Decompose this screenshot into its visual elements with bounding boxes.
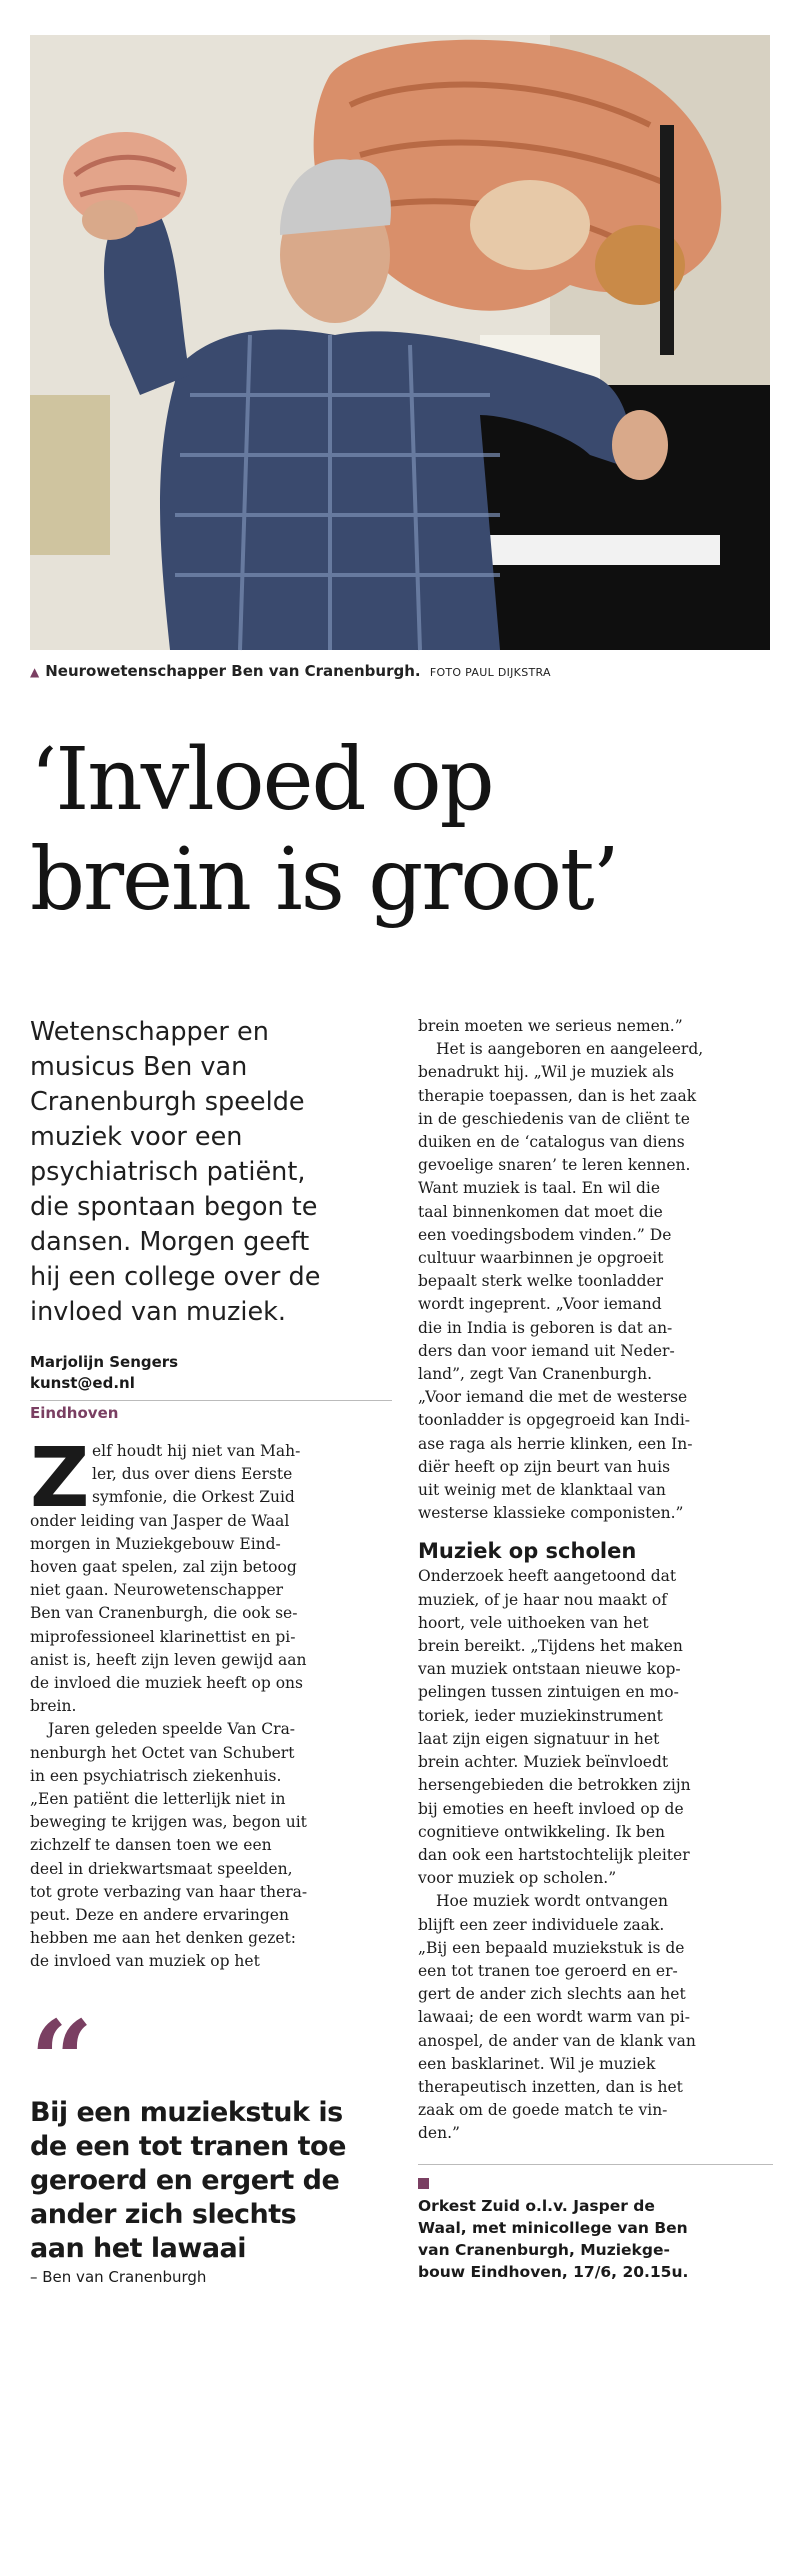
lead-line: die spontaan begon te	[30, 1192, 318, 1222]
lead-line: Cranenburgh speelde	[30, 1087, 305, 1117]
body-line: cognitieve ontwikkeling. Ik ben	[418, 1822, 666, 1841]
body-line: muziek, of je haar nou maakt of	[418, 1590, 667, 1609]
quote-line: geroerd en ergert de	[30, 2164, 340, 2196]
body-line: onder leiding van Jasper de Waal	[30, 1511, 290, 1530]
body-line: Hoe muziek wordt ontvangen	[436, 1892, 668, 1911]
body-line: land”, zegt Van Cranenburgh.	[418, 1365, 653, 1384]
body-line: „Bij een bepaald muziekstuk is de	[418, 1938, 685, 1957]
body-line: den.”	[418, 2124, 460, 2143]
right-column	[418, 1015, 773, 2283]
body-text-right-2	[418, 1565, 773, 2145]
photo-credit: FOTO PAUL DIJKSTRA	[429, 666, 551, 679]
author-name: Marjolijn Sengers	[30, 1353, 179, 1371]
body-line: duiken en de ‘catalogus van diens	[418, 1133, 685, 1152]
body-line: laat zijn eigen signatuur in het	[418, 1729, 660, 1748]
body-line: symfonie, die Orkest Zuid	[92, 1488, 295, 1507]
section-subhead: Muziek op scholen	[418, 1539, 637, 1564]
body-line: bepaalt sterk welke toonladder	[418, 1272, 664, 1291]
body-line: gevoelige snaren’ te leren kennen.	[418, 1156, 691, 1175]
lead-line: muziek voor een	[30, 1122, 243, 1152]
lead-line: hij een college over de	[30, 1262, 321, 1292]
lead-line: psychiatrisch patiënt,	[30, 1157, 306, 1187]
body-line: morgen in Muziekgebouw Eind-	[30, 1534, 281, 1553]
body-line: een basklarinet. Wil je muziek	[418, 2054, 656, 2073]
body-line: deel in driekwartsmaat speelden,	[30, 1859, 293, 1878]
body-line: uit weinig met de klanktaal van	[418, 1481, 666, 1500]
body-line: anospel, de ander van de klank van	[418, 2031, 696, 2050]
body-text-left	[30, 1431, 392, 1974]
body-line: de invloed die muziek heeft op ons	[30, 1674, 303, 1693]
body-line: tot grote verbazing van haar thera-	[30, 1882, 308, 1901]
body-line: „Voor iemand die met de westerse	[418, 1388, 688, 1407]
body-line: pelingen tussen zintuigen en mo-	[418, 1683, 679, 1702]
body-line: Want muziek is taal. En wil die	[418, 1179, 661, 1198]
lead-line: Wetenschapper en	[30, 1017, 269, 1047]
body-line: zaak om de goede match te vin-	[418, 2101, 668, 2120]
body-line: Onderzoek heeft aangetoond dat	[418, 1567, 677, 1586]
dropcap: Z	[30, 1431, 90, 1526]
body-line: in een psychiatrisch ziekenhuis.	[30, 1766, 282, 1785]
body-line: benadrukt hij. „Wil je muziek als	[418, 1063, 675, 1082]
body-line: ase raga als herrie klinken, een In-	[418, 1434, 693, 1453]
photo-caption	[30, 662, 770, 680]
body-line: westerse klassieke componisten.”	[418, 1504, 684, 1523]
caption-triangle-icon: ▲	[30, 665, 40, 679]
headline	[30, 730, 770, 930]
info-line	[418, 2173, 773, 2217]
info-line: van Cranenburgh, Muziekge-	[418, 2240, 670, 2259]
headline-line-2: brein is groot’	[30, 830, 618, 930]
article-photo	[30, 35, 770, 650]
lead-paragraph	[30, 1015, 392, 1330]
body-line: die in India is geboren is dat an-	[418, 1318, 673, 1337]
body-line: hoven gaat spelen, zal zijn betoog	[30, 1558, 297, 1577]
body-line: brein moeten we serieus nemen.”	[418, 1017, 683, 1035]
body-line: Het is aangeboren en aangeleerd,	[436, 1040, 704, 1059]
quote-author: – Ben van Cranenburgh	[30, 2267, 207, 2286]
info-text: Orkest Zuid o.l.v. Jasper de	[418, 2196, 655, 2215]
body-line: elf houdt hij niet van Mah-	[92, 1442, 301, 1460]
left-column	[30, 1015, 392, 2286]
body-line: Jaren geleden speelde Van Cra-	[48, 1720, 296, 1739]
quote-line: ander zich slechts	[30, 2198, 297, 2230]
body-line: diër heeft op zijn beurt van huis	[418, 1457, 671, 1476]
event-info-box	[418, 2164, 773, 2283]
body-line: een voedingsbodem vinden.” De	[418, 1225, 672, 1244]
body-line: beweging te krijgen was, begon uit	[30, 1813, 307, 1832]
body-line: ler, dus over diens Eerste	[92, 1465, 293, 1484]
square-bullet-icon	[418, 2178, 429, 2189]
body-line: lawaai; de een wordt warm van pi-	[418, 2008, 690, 2027]
body-line: de invloed van muziek op het	[30, 1952, 260, 1971]
photo-illustration	[30, 35, 770, 650]
dateline: Eindhoven	[30, 1400, 392, 1422]
quote-line: de een tot tranen toe	[30, 2130, 346, 2162]
info-line: bouw Eindhoven, 17/6, 20.15u.	[418, 2262, 689, 2281]
info-line: Waal, met minicollege van Ben	[418, 2218, 688, 2237]
body-line: cultuur waarbinnen je opgroeit	[418, 1249, 664, 1268]
quote-line: aan het lawaai	[30, 2232, 247, 2264]
body-line: toonladder is opgegroeid kan Indi-	[418, 1411, 691, 1430]
author-email: kunst@ed.nl	[30, 1374, 135, 1392]
body-line: Ben van Cranenburgh, die ook se-	[30, 1604, 298, 1623]
quote-mark-icon: “	[30, 1995, 94, 2125]
quote-text	[30, 2096, 392, 2266]
lead-line: musicus Ben van	[30, 1052, 248, 1082]
body-line: hebben me aan het denken gezet:	[30, 1929, 297, 1948]
byline	[30, 1352, 392, 1394]
body-line: peut. Deze en andere ervaringen	[30, 1906, 289, 1925]
body-line: gert de ander zich slechts aan het	[418, 1985, 686, 2004]
body-text-right-1	[418, 1015, 773, 1525]
body-line: „Een patiënt die letterlijk niet in	[30, 1790, 286, 1809]
body-line: een tot tranen toe geroerd en er-	[418, 1961, 678, 1980]
body-line: anist is, heeft zijn leven gewijd aan	[30, 1650, 307, 1669]
body-line: bij emoties en heeft invloed op de	[418, 1799, 684, 1818]
body-line: zichzelf te dansen toen we een	[30, 1836, 272, 1855]
body-line: brein achter. Muziek beïnvloedt	[418, 1753, 669, 1772]
body-line: taal binnenkomen dat moet die	[418, 1202, 663, 1221]
body-line: hersengebieden die betrokken zijn	[418, 1776, 691, 1795]
body-line: dan ook een hartstochtelijk pleiter	[418, 1845, 690, 1864]
body-line: van muziek ontstaan nieuwe kop-	[418, 1660, 681, 1679]
body-line: hoort, vele uithoeken van het	[418, 1613, 649, 1632]
quote-line: Bij een muziekstuk is	[30, 2096, 343, 2128]
lead-line: dansen. Morgen geeft	[30, 1227, 310, 1257]
body-line: nenburgh het Octet van Schubert	[30, 1743, 295, 1762]
body-line: toriek, ieder muziekinstrument	[418, 1706, 663, 1725]
caption-text: Neurowetenschapper Ben van Cranenburgh.	[45, 662, 421, 680]
lead-line: invloed van muziek.	[30, 1297, 287, 1327]
body-line: miprofessioneel klarinettist en pi-	[30, 1627, 296, 1646]
body-line: brein bereikt. „Tijdens het maken	[418, 1637, 683, 1656]
body-line: voor muziek op scholen.”	[418, 1869, 617, 1888]
body-line: therapie toepassen, dan is het zaak	[418, 1086, 697, 1105]
pull-quote	[30, 1995, 392, 2286]
body-line: ders dan voor iemand uit Neder-	[418, 1341, 675, 1360]
body-line: therapeutisch inzetten, dan is het	[418, 2077, 683, 2096]
body-line: wordt ingeprent. „Voor iemand	[418, 1295, 662, 1314]
body-line: blijft een zeer individuele zaak.	[418, 1915, 665, 1934]
body-line: brein.	[30, 1697, 77, 1716]
body-line: in de geschiedenis van de cliënt te	[418, 1109, 690, 1128]
headline-line-1: ‘Invloed op	[30, 730, 493, 830]
body-line: niet gaan. Neurowetenschapper	[30, 1581, 284, 1600]
